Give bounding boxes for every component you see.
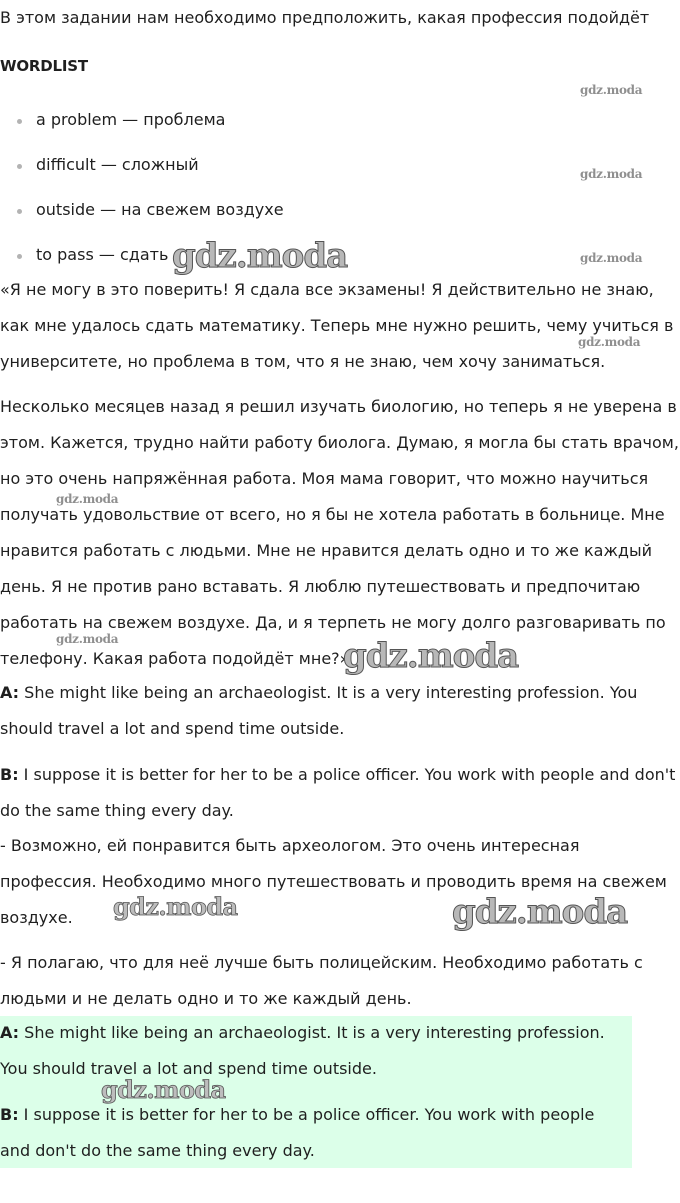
watermark: gdz.moda — [580, 251, 643, 265]
answer-label: B: — [0, 1105, 19, 1124]
answer-text: I suppose it is better for her to be a police officer. You work with people and don't do the same thing every day. — [0, 765, 676, 820]
answer-b — [0, 757, 680, 829]
answer-text: She might like being an archaeologist. It is a very interesting profession. You should travel a lot and spend time outside. — [0, 683, 638, 738]
answer-label: B: — [0, 765, 19, 784]
watermark: gdz.moda — [56, 492, 119, 506]
quote-paragraph: Несколько месяцев назад я решил изучать биологию, но теперь я не уверена в этом. Кажется, трудно найти работу биолога. Думаю, я могла бы стать врачом, но это очень напряжённая работа. Моя мама говорит, что можно научиться получать удовольствие от всего, но я бы не хотела работать в больнице. Мне нравится работать с людьми. Мне не нравится делать одно и то же каждый день. Я не против рано вставать. Я люблю путешествовать и предпочитаю работать на свежем воздухе. Да, и я терпеть не могу долго разговаривать по телефону. Какая работа подойдёт мне?» — [0, 397, 679, 668]
watermark: gdz.moda — [101, 1075, 226, 1104]
watermark: gdz.moda — [343, 636, 519, 676]
highlighted-answer-a — [0, 1015, 620, 1087]
watermark: gdz.moda — [580, 83, 643, 97]
wordlist-item: difficult — сложный — [36, 155, 199, 174]
wordlist-item: outside — на свежем воздухе — [36, 200, 284, 219]
highlighted-answer-b — [0, 1097, 620, 1169]
answer-label: A: — [0, 1023, 20, 1042]
translation-b: - Я полагаю, что для неё лучше быть полицейским. Необходимо работать с людьми и не делать одно и то же каждый день. — [0, 953, 643, 1008]
answer-a — [0, 675, 680, 747]
answer-text: She might like being an archaeologist. It is a very interesting profession. You should travel a lot and spend time outside. — [0, 1023, 605, 1078]
answer-text: I suppose it is better for her to be a police officer. You work with people and don't do the same thing every day. — [0, 1105, 595, 1160]
wordlist-item: to pass — сдать — [36, 245, 169, 264]
wordlist-item: a problem — проблема — [36, 110, 226, 129]
answer-label: A: — [0, 683, 20, 702]
wordlist-heading: WORDLIST — [0, 57, 88, 75]
watermark: gdz.moda — [578, 335, 641, 349]
watermark: gdz.moda — [172, 236, 348, 276]
translation-a: - Возможно, ей понравится быть археологом. Это очень интересная профессия. Необходимо много путешествовать и проводить время на свежем воздухе. — [0, 836, 667, 927]
watermark: gdz.moda — [113, 892, 238, 921]
intro-text: В этом задании нам необходимо предположить, какая профессия подойдёт — [0, 8, 650, 27]
watermark: gdz.moda — [56, 632, 119, 646]
quote-paragraph: «Я не могу в это поверить! Я сдала все экзамены! Я действительно не знаю, как мне удалось сдать математику. Теперь мне нужно решить, чему учиться в университете, но проблема в том, что я не знаю, чем хочу заниматься. — [0, 280, 674, 371]
watermark: gdz.moda — [580, 167, 643, 181]
watermark: gdz.moda — [452, 892, 628, 932]
